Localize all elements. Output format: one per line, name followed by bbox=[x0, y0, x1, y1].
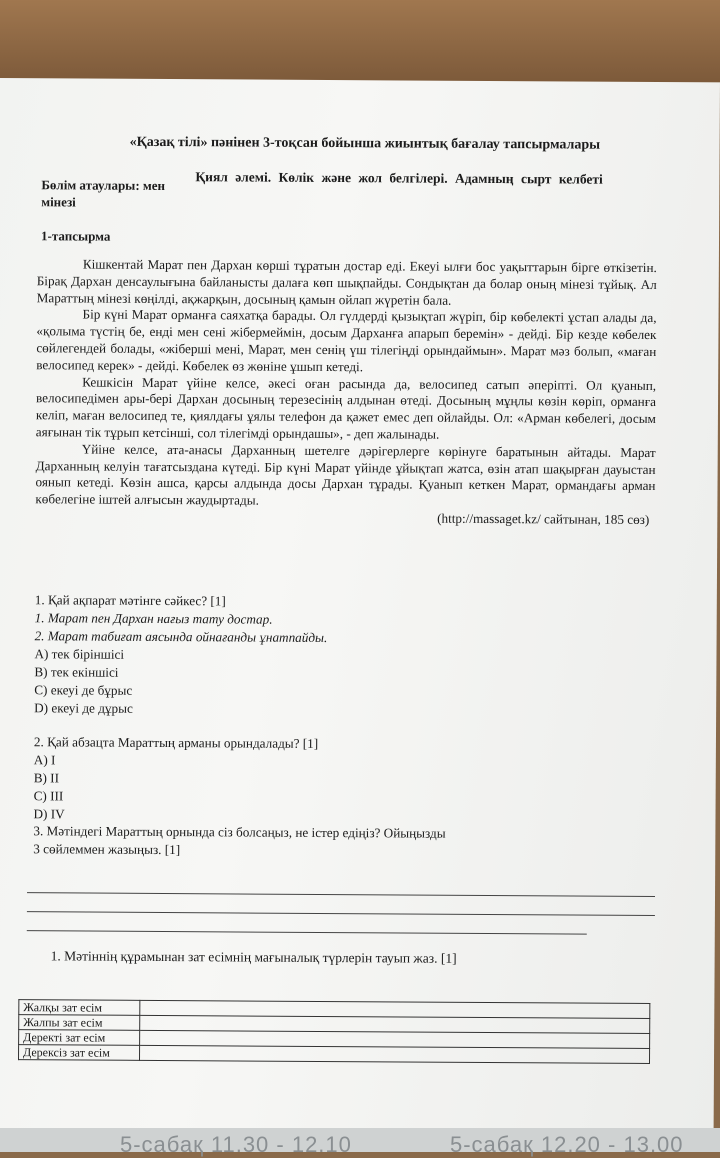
answer-option: D) IV bbox=[33, 806, 65, 822]
question-3 bbox=[33, 822, 445, 861]
paragraph: Кешкісін Марат үйіне келсе, әкесі оған расында да, велосипед сатып әперіпті. Ол қуанып, велосипедімен ары-бері Дархан досының терезесінің алдынан өтеді. Досының мұңлы көзін көріп, орманға келіп, маған велосипед те, қиялдағы ұялы телефон да қажет емес деп ойлайды. Ол: «Арман көбелегі, досым аяғынан тік тұрып кетсінші, сол тілегімді орындашы», - деп жалынады. bbox=[35, 374, 657, 442]
row-label: Дерексіз зат есім bbox=[19, 1045, 140, 1061]
reading-text bbox=[35, 256, 657, 529]
row-label: Жалпы зат есім bbox=[19, 1015, 140, 1031]
table-row bbox=[19, 1045, 650, 1064]
task-title: 1-тапсырма bbox=[40, 228, 111, 244]
paragraph: Үйіне келсе, ата-анасы Дарханның шетелге дәрігерлерге көрінуге баратынын айтады. Марат Дарханның келуін тағатсыздана күтеді. Бір күні Марат үйінде ұйықтап жатса, өзін атап шақырған дауыстан оянып кетеді. Көзін ашса, қарсы алдында досы Дархан тұрады. Қуанып кеткен Марат, ормандағы арман көбелегіне іштей алғысын жаудыртады. bbox=[35, 441, 656, 508]
worksheet-page bbox=[0, 78, 720, 1136]
answer-option: A) тек біріншісі bbox=[34, 646, 125, 662]
answer-option: B) тек екіншісі bbox=[34, 664, 119, 680]
section-label: Бөлім атаулары: мен мінезі bbox=[41, 177, 166, 210]
paragraph: Бір күні Марат орманға саяхатқа барады. Ол гүлдерді қызықтап жүріп, бір көбелекті ұстап алады да, «қолыма түстің бе, енді мен сені жібермеймін, досым Дарханға апарып беремін» - дейді. Бір кезде көбелек сөйлегендей болады, «жіберші мені, Марат, мен сенің үш тілегіңді орындаймын». Марат мәз болып, «маған велосипед керек» - дейді. Көбелек өз жөніне ұшып кетеді. bbox=[36, 306, 657, 375]
bleed-text: 5-сабақ 12.20 - 13.00 bbox=[450, 1132, 684, 1157]
paragraph: Кішкентай Марат пен Дархан көрші тұратын достар еді. Екеуі ылғи бос уақыттарын бірге өткізетін. Бірақ Дархан денсаулығына байланысты далаға көп шықпайды. Сондықтан да болар оның мінезі тұйық. Ал Мараттың мінезі көңілді, ақжарқын, досының қамын ойлап жүретін бала. bbox=[36, 256, 657, 308]
section-value: Қиял әлемі. Көлік және жол белгілері. Адамның сырт келбеті bbox=[195, 169, 603, 187]
answer-line bbox=[27, 912, 587, 934]
question-text: 2. Қай абзацта Мараттың арманы орындалады? [1] bbox=[33, 734, 319, 751]
answer-cell bbox=[140, 1045, 650, 1063]
statement: 2. Марат табиғат аясында ойнағанды ұнатпайды. bbox=[34, 628, 328, 646]
row-label: Деректі зат есім bbox=[19, 1030, 140, 1046]
row-label: Жалқы зат есім bbox=[19, 1000, 140, 1016]
source-citation: (http://massaget.kz/ сайтынан, 185 сөз) bbox=[437, 510, 650, 527]
page-title: «Қазақ тілі» пәнінен 3-тоқсан бойынша жиынтық бағалау тапсырмалары bbox=[129, 134, 601, 153]
noun-types-table bbox=[18, 999, 650, 1064]
answer-option: C) екеуі де бұрыс bbox=[34, 682, 133, 698]
answer-option: B) II bbox=[33, 770, 60, 786]
answer-option: C) III bbox=[33, 788, 64, 804]
question-2 bbox=[33, 733, 318, 825]
question-1 bbox=[34, 591, 327, 719]
desk-background bbox=[0, 0, 720, 82]
answer-option: A) I bbox=[33, 752, 56, 768]
question-text: 3 сөйлеммен жазыңыз. [1] bbox=[33, 841, 181, 858]
answer-option: D) екеуі де дұрыс bbox=[34, 700, 133, 716]
question-text: 1. Қай ақпарат мәтінге сәйкес? [1] bbox=[34, 592, 226, 609]
answer-lines bbox=[27, 874, 655, 935]
question-4: 1. Мәтіннің құрамынан зат есімнің мағыналық түрлерін тауып жаз. [1] bbox=[50, 948, 457, 966]
statement: 1. Марат пен Дархан нағыз тату достар. bbox=[34, 610, 273, 627]
question-text: 3. Мәтіндегі Мараттың орнында сіз болсаңыз, не істер едіңіз? Ойыңызды bbox=[33, 823, 446, 841]
bleed-text: 5-сабақ 11.30 - 12.10 bbox=[120, 1132, 352, 1157]
